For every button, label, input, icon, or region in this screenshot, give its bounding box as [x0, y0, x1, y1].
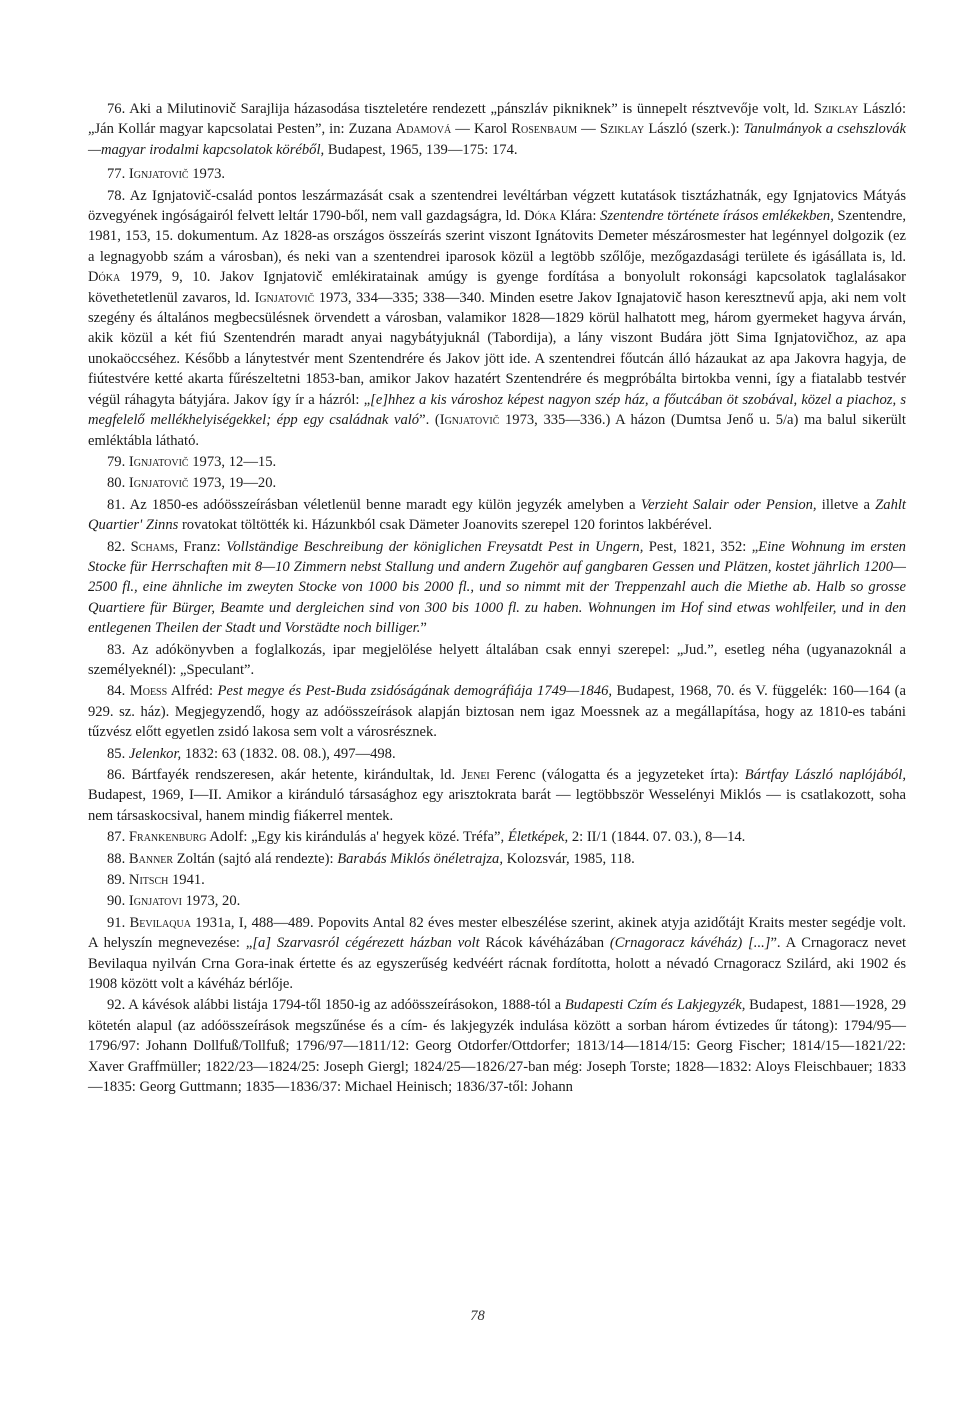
note-text: 1973, 12—15.	[188, 453, 277, 470]
endnote	[88, 186, 906, 451]
author-name: Dóka	[524, 208, 557, 225]
endnote-number: 76.	[107, 101, 126, 117]
note-text: Adolf: „Egy kis kirándulás a' hegyek közé. Tréfa”,	[206, 829, 508, 846]
note-text: László: „Ján Kollár magyar kapcsolatai Pesten”, in: Zuzana	[88, 101, 907, 138]
note-text: Budapest, 1968, 70. és V. függelék: 160—164 (a 929. sz. ház). Megjegyzendő, hogy az adóösszeírások alapján biztosan nem igaz Moessnek az a megállapítása, hogy az 1810-es tabáni tűzvész előtt egyetlen zsidó lakosa sem volt a városrésznek.	[88, 683, 906, 741]
note-text: Aki a Milutinovič Sarajlija házasodása tiszteletére rendezett „pánszláv pikniknek” is ünnepelt résztvevője volt, ld.	[129, 101, 814, 117]
author-name: Sziklay	[599, 121, 645, 138]
note-text: 1973.	[188, 166, 226, 183]
note-text: 1979, 9, 10. Jakov Ignjatovič emlékiratainak amúgy is gyenge fordítása a bonyolult rokonsági kapcsolatok taglalásakor követhetetlenül zavaros, ld.	[88, 269, 906, 306]
note-text: 1973, 20.	[181, 893, 241, 910]
author-name: Nitsch	[128, 872, 169, 889]
endnote-number: 82.	[107, 538, 126, 555]
note-text: 2: II/1 (1844. 07. 03.), 8—14.	[568, 829, 746, 846]
author-name: Ignjatovič	[254, 289, 315, 306]
endnote-number: 80.	[107, 475, 126, 492]
note-text: rovatokat töltötték ki. Házunkból csak Dämeter Joanovits szerepel 120 forintos lakbérével.	[178, 517, 713, 534]
italic-text: Szentendre története írásos emlékekben,	[600, 208, 834, 225]
author-name: Frankenburg	[128, 829, 207, 846]
italic-text: Jelenkor,	[128, 745, 182, 762]
author-name: Adamová	[395, 121, 452, 138]
endnote	[88, 891, 906, 911]
author-name: Ignjatovič	[128, 475, 189, 492]
endnote-number: 87.	[107, 829, 126, 846]
endnote-number: 78.	[107, 187, 126, 204]
note-text: Az Ignjatovič-család pontos leszármazását csak a szentendrei levéltárban végzett kutatások tisztázhatnák, egy Ignjatovics Mátyás özvegyének ingóságairól felvett leltár 1790-ből, nem vall gazdagságra, ld.	[88, 187, 907, 225]
note-text: Ferenc (válogatta és a jegyzeteket írta):	[489, 767, 745, 783]
italic-text: (Crnagoracz kávéház) [...]	[609, 935, 771, 952]
author-name: Rosenbaum	[511, 121, 578, 138]
endnote	[88, 164, 906, 184]
endnote-number: 83.	[107, 641, 126, 658]
note-text: 1973, 334—335; 338—340. Minden esetre Jakov Ignajatovič hason keresztnevű apja, aki nem volt szegény és általános megbecsülésnek örvendett a városban, valamikor 1828—1829 körül halhatott meg, három gyermeket hagyva árván, akik közül a két fiú Szentendrén maradt anyai nagybátyjuknál (Tabordija), a lány viszont Budára jött Sima Ignjatovičhoz, az apa unokaöccséhez. Később a lánytestvér ment Szentendrére és Jakov jött ide. A szentendrei főutcán álló házaukat az apa Jakovra hagyja, de fiútestvére ketté akarta fűrészeltetni 1853-ban, amikor Jakov hazatért Szentendrére és megpróbálta birtokba venni, így a fiatalabb testvér végül ráhagyta bátyjára. Jakov így ír a házról: „	[88, 289, 906, 408]
endnote-number: 92.	[107, 997, 126, 1014]
endnote	[88, 452, 906, 472]
note-text: Az adókönyvben a foglalkozás, ipar megjelölése helyett általában csak ennyi szerepel: „Jud.”, esetleg néha (ugyanazoknál a személyeknél): „Speculant”.	[88, 641, 906, 678]
note-text: 1931a, I, 488—489. Popovits Antal 82 éves mester elbeszélése szerint, akinek atyja azidőtájt Kraits mester segédje volt. A helyszín megnevezése: „	[88, 914, 906, 952]
note-text: Az 1850-es adóösszeírásban véletlenül benne maradt egy külön jegyzék amelyben a	[129, 496, 641, 513]
endnote-number: 77.	[107, 166, 126, 183]
endnote-number: 84.	[107, 683, 126, 700]
note-text: 1973, 19—20.	[188, 475, 277, 492]
endnote	[88, 744, 906, 764]
endnote-number: 86.	[107, 767, 126, 783]
note-text: , Franz:	[174, 538, 227, 555]
endnote	[88, 495, 906, 536]
endnotes-list	[88, 99, 906, 1099]
note-text: Klára:	[556, 208, 601, 225]
note-text: László (szerk.):	[644, 121, 744, 138]
endnote-number: 90.	[107, 893, 126, 910]
italic-text: Budapesti Czím és Lakjegyzék,	[564, 997, 746, 1014]
note-text: 1832: 63 (1832. 08. 08.), 497—498.	[181, 745, 396, 762]
note-text: 1941.	[168, 872, 205, 889]
endnote-number: 89.	[107, 872, 126, 889]
endnote-number: 81.	[107, 496, 126, 513]
endnote-number: 91.	[107, 914, 126, 931]
endnote-number: 88.	[107, 850, 126, 867]
author-name: Dóka	[88, 269, 121, 286]
endnote	[88, 827, 906, 847]
note-text: Rácok kávéházában	[479, 935, 610, 952]
note-text: 1973, 335—336.) A házon (Dumtsa Jenő u. 5/a) ma balul sikerült emléktábla látható.	[88, 412, 906, 449]
author-name: Ignjatovič	[128, 453, 189, 470]
note-text: Szentendre, 1981, 153, 15. dokumentum. Az 1828-as országos összeírás szerint viszont Ignátovits Demeter mészárosmester hat legénnyel dolgozik (ez a legnagyobb szám a városban), és neki van a szentendrei iparosok közül a legtöbb szőlője, mezőgazdasági területe és igásállata is, ld.	[88, 208, 906, 265]
endnote	[88, 99, 906, 160]
author-name: Ignjatovič	[128, 166, 189, 183]
author-name: Ignjatovi	[128, 893, 182, 910]
italic-text: Bártfay László naplójából,	[744, 767, 906, 783]
endnote	[88, 995, 906, 1097]
italic-text: Barabás Miklós önéletrajza,	[337, 850, 503, 867]
note-text: ”	[420, 620, 427, 637]
italic-text: Tanulmányok a csehszlovák—magyar irodalmi kapcsolatok köréből,	[88, 121, 907, 158]
author-name: Banner	[128, 850, 174, 867]
endnote	[88, 640, 906, 681]
author-name: Sziklay	[813, 101, 859, 117]
endnote	[88, 537, 906, 639]
note-text: Budapest, 1965, 139—175: 174.	[324, 141, 518, 158]
note-text: Kolozsvár, 1985, 118.	[503, 850, 635, 867]
endnote	[88, 765, 906, 826]
page-number: 78	[470, 1308, 485, 1324]
italic-text: Életképek,	[507, 829, 569, 846]
note-text: Budapest, 1969, I—II. Amikor a kiránduló társasághoz egy arisztokrata barát — legtöbbször Wesselényi Miklós — is csatlakozott, soha nem társaskocsival, hanem mindig fiákerrel mentek.	[88, 787, 906, 824]
note-text: ”. A Crnagoracz nevet Bevilaqua nyilván Crna Gora-inak értette és az egyszerűség kedvéért rácnak fordította, holott a névadó Crnagoracz Szilárd, aki 1902 és 1908 között volt a kávéház bérlője.	[88, 935, 906, 993]
endnote	[88, 849, 906, 869]
note-text: Bártfayék rendszeresen, akár hetente, kirándultak, ld.	[131, 767, 462, 783]
author-name: Bevilaqua	[129, 914, 191, 931]
note-text: —	[577, 121, 600, 138]
author-name: Ignjatovič	[439, 412, 500, 429]
endnote-number: 79.	[107, 453, 126, 470]
note-text: illetve a	[816, 496, 876, 513]
note-text: Alfréd:	[167, 683, 218, 700]
endnote	[88, 681, 906, 742]
author-name: Moess	[129, 683, 168, 700]
note-text: A kávésok alábbi listája 1794-től 1850-ig az adóösszeírásokon, 1888-tól a	[128, 997, 565, 1014]
endnote	[88, 913, 906, 995]
author-name: Jenei	[461, 767, 490, 783]
italic-text: Zahlt Quartier' Zinns	[88, 496, 906, 534]
author-name: Schams	[130, 538, 175, 555]
note-text: Zoltán (sajtó alá rendezte):	[173, 850, 338, 867]
italic-text: [e]hhez a kis városhoz képest nagyon szép ház, a főutcában öt szobával, közel a piachoz, s megfelelő mellékhelyiségekkel; épp egy családnak való	[88, 391, 906, 429]
endnote	[88, 870, 906, 890]
endnote-number: 85.	[107, 745, 126, 762]
italic-text: Verzieht Salair oder Pension,	[640, 496, 817, 513]
endnote	[88, 473, 906, 493]
italic-text: Vollständige Beschreibung der königlichen Freysatdt Pest in Ungern,	[226, 538, 644, 555]
note-text: Budapest, 1881—1928, 29 kötetén alapul (az adóösszeírások megszűnése és a cím- és lakjegyzék indulása között a sorban három évtizedes űr tátong): 1794/95—1796/97: Johann Dollfuß/Tollfuß; 1796/97—1811/12: Georg Otdorfer/Ottdorfer; 1813/14—1814/15: Georg Fischer; 1814/15—1821/22: Xaver Graffmüller; 1822/23—1824/25: Joseph Giergl; 1824/25—1826/27-ban még: Joseph Torste; 1828—1832: Aloys Fleischbauer; 1833—1835: Georg Guttmann; 1835—1836/37: Michael Heinisch; 1836/37-től: Johann	[88, 997, 906, 1096]
note-text: Pest, 1821, 352: „	[643, 538, 759, 555]
italic-text: [a] Szarvasról cégérezett házban volt	[252, 935, 480, 952]
italic-text: Pest megye és Pest-Buda zsidóságának demográfiája 1749—1846,	[217, 683, 613, 700]
italic-text: Eine Wohnung im ersten Stocke für Herrschaften mit 8—10 Zimmern nebst Stallung und andern Zugehör auf gangbaren Gessen und Plätzen, kostet jährlich 1200—2500 fl., eine ähnliche im zweyten Stocke von 1000 bis 2000 fl., und so nimmt mit der Treppenzahl auch die Miethe ab. Halb so grosse Quartiere für Bürger, Beamte und dergleichen sind von 300 bis 1000 fl. zu haben. Wohnungen im Hof sind etwas wohlfeiler, und in den entlegenen Theilen der Stadt und Vorstädte noch billiger.	[88, 538, 906, 637]
note-text: — Karol	[451, 121, 512, 138]
note-text: ”. (	[419, 412, 440, 429]
